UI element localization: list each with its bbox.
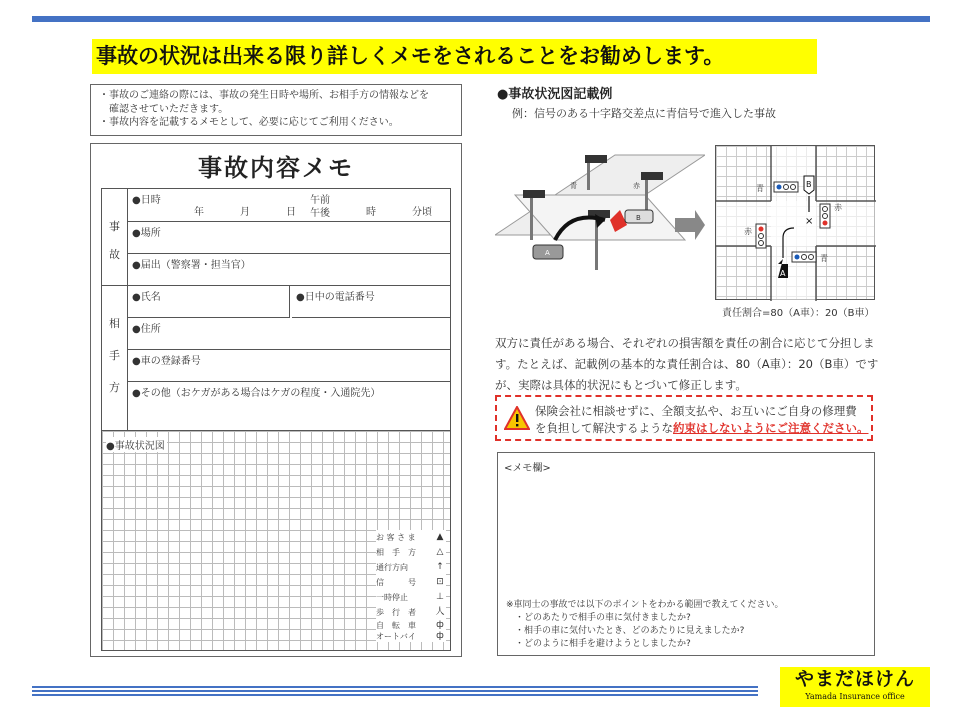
row-report[interactable] — [128, 254, 450, 286]
company-logo — [780, 667, 930, 707]
red-label: 赤 — [633, 182, 640, 190]
memo-note-line: ※車同士の事故では以下のポイントをわかる範囲で教えてください。 — [506, 600, 784, 610]
memo-table — [101, 188, 451, 431]
warning-triangle-icon — [504, 406, 530, 430]
year-label: 年 — [194, 207, 204, 218]
memo-note-line: ・どのあたりで相手の車に気付きましたか? — [506, 613, 691, 623]
example-title: ●事故状況図記載例 — [497, 87, 613, 102]
warning-box — [495, 395, 873, 441]
blue-label: 青 — [570, 182, 577, 190]
accident-memo-form — [90, 143, 462, 657]
row-place[interactable] — [128, 222, 450, 254]
place-label: ●場所 — [132, 228, 161, 239]
diagram-blue-label-1: 青 — [756, 184, 764, 193]
address-label: ●住所 — [132, 324, 161, 335]
pedestrian-icon: 人 — [435, 607, 445, 617]
stop-sign-icon: ⊥ — [436, 592, 444, 602]
bicycle-icon: ф — [436, 620, 444, 630]
legend-item: 相 手 方 △ — [376, 545, 446, 560]
legend-item: 信 号 ⊡ — [376, 575, 446, 590]
minute-label: 分頃 — [412, 207, 432, 218]
other-label: ●その他（おケガがある場合はケガの程度・入通院先） — [132, 388, 381, 399]
legend-item: 自 転 車 ф — [376, 620, 446, 631]
diagram-car-b-label: B — [806, 180, 812, 189]
legend-item: オートバイ ф — [376, 631, 446, 642]
signal-back-icon — [585, 155, 607, 163]
motorcycle-icon: ф — [436, 631, 444, 641]
am-label: 午前 — [310, 195, 330, 206]
row-phone[interactable] — [292, 286, 450, 318]
row-address[interactable] — [128, 318, 450, 350]
row-name[interactable] — [128, 286, 290, 318]
note-line: ・事故のご連絡の際には、事故の発生日時や場所、お相手方の情報などを — [99, 90, 429, 101]
section-jiko: 事 故 — [102, 189, 128, 286]
memo-title: 事故内容メモ — [198, 154, 354, 182]
note-line: ・事故内容を記載するメモとして、必要に応じてご利用ください。 — [99, 117, 399, 128]
date-label: ●日時 — [132, 195, 161, 206]
plate-label: ●車の登録番号 — [132, 356, 201, 367]
symbol-legend — [376, 530, 446, 642]
logo-japanese: やまだほけん — [794, 668, 915, 690]
report-label: ●届出（警察署・担当官） — [132, 260, 251, 271]
memo-note-line: ・どのように相手を避けようとしましたか? — [506, 639, 691, 649]
pm-label: 午後 — [310, 208, 330, 219]
memo-area-label: <メモ欄> — [504, 463, 551, 474]
diagram-blue-label-2: 青 — [820, 254, 828, 263]
warning-line-1: 保険会社に相談せずに、全額支払や、お互いにご自身の修理費 — [535, 404, 857, 418]
top-accent-bar — [32, 16, 930, 22]
warning-emphasis: 約束はしないようにご注意ください。 — [673, 421, 869, 435]
intersection-diagram — [715, 145, 875, 300]
row-other[interactable] — [128, 382, 450, 430]
month-label: 月 — [240, 207, 250, 218]
signal-right-icon — [641, 172, 663, 180]
legend-item: 歩 行 者 人 — [376, 605, 446, 620]
warning-text — [535, 403, 869, 437]
legend-item: お 客 さ ま ▲ — [376, 530, 446, 545]
signal-pole-back — [587, 160, 590, 190]
logo-english: Yamada Insurance office — [805, 692, 905, 701]
hour-label: 時 — [366, 207, 376, 218]
memo-area-notes — [506, 599, 784, 651]
note-line: 確認させていただきます。 — [99, 103, 229, 115]
signal-pole-right — [645, 175, 648, 215]
signal-left-icon — [523, 190, 545, 198]
memo-note-line: ・相手の車に気付いたとき、どのあたりに見えましたか? — [506, 626, 745, 636]
bottom-accent-lines — [32, 686, 758, 696]
accident-illustration — [495, 140, 705, 275]
warning-line-2: を負担して解決するような約束はしないようにご注意ください。 — [535, 421, 869, 435]
day-label: 日 — [286, 207, 296, 218]
diagram-red-label-2: 赤 — [744, 227, 752, 236]
page-headline: 事故の状況は出来る限り詳しくメモをされることをお勧めします。 — [92, 39, 817, 74]
row-plate[interactable] — [128, 350, 450, 382]
responsibility-ratio: 責任割合=80（A車）：20（B車） — [722, 308, 875, 319]
example-subtitle: 例：信号のある十字路交差点に青信号で進入した事故 — [512, 107, 776, 120]
traffic-signal-icon: ⊡ — [436, 577, 444, 587]
diagram-red-label-1: 赤 — [834, 203, 842, 212]
car-b-label: B — [636, 214, 641, 222]
diagram-car-a-label: A — [780, 269, 786, 278]
customer-car-icon: ▲ — [436, 532, 444, 542]
direction-arrow-icon: ↑ — [436, 562, 444, 572]
memo-area[interactable] — [497, 452, 875, 656]
signal-pole-left — [530, 195, 533, 240]
phone-label: ●日中の電話番号 — [296, 292, 375, 303]
legend-item: 一時停止 ⊥ — [376, 590, 446, 605]
grid-label: ●事故状況図 — [106, 437, 167, 452]
other-car-icon: △ — [436, 547, 444, 557]
explanation-paragraph: 双方に責任がある場合、それぞれの損害額を責任の割合に応じて分担します。たとえば、記載例の基本的な責任割合は、80（A車）：20（B車）ですが、実際は具体的状況にもとづいて修正します。 — [495, 336, 879, 392]
car-a-label: A — [545, 249, 550, 257]
legend-item: 通行方向 ↑ — [376, 560, 446, 575]
accident-diagram-grid[interactable] — [101, 431, 451, 651]
row-datetime[interactable] — [128, 189, 450, 222]
collision-x-icon: × — [805, 216, 814, 227]
name-label: ●氏名 — [132, 292, 161, 303]
section-aitekata: 相 手 方 — [102, 286, 128, 430]
notes-box — [90, 84, 462, 136]
